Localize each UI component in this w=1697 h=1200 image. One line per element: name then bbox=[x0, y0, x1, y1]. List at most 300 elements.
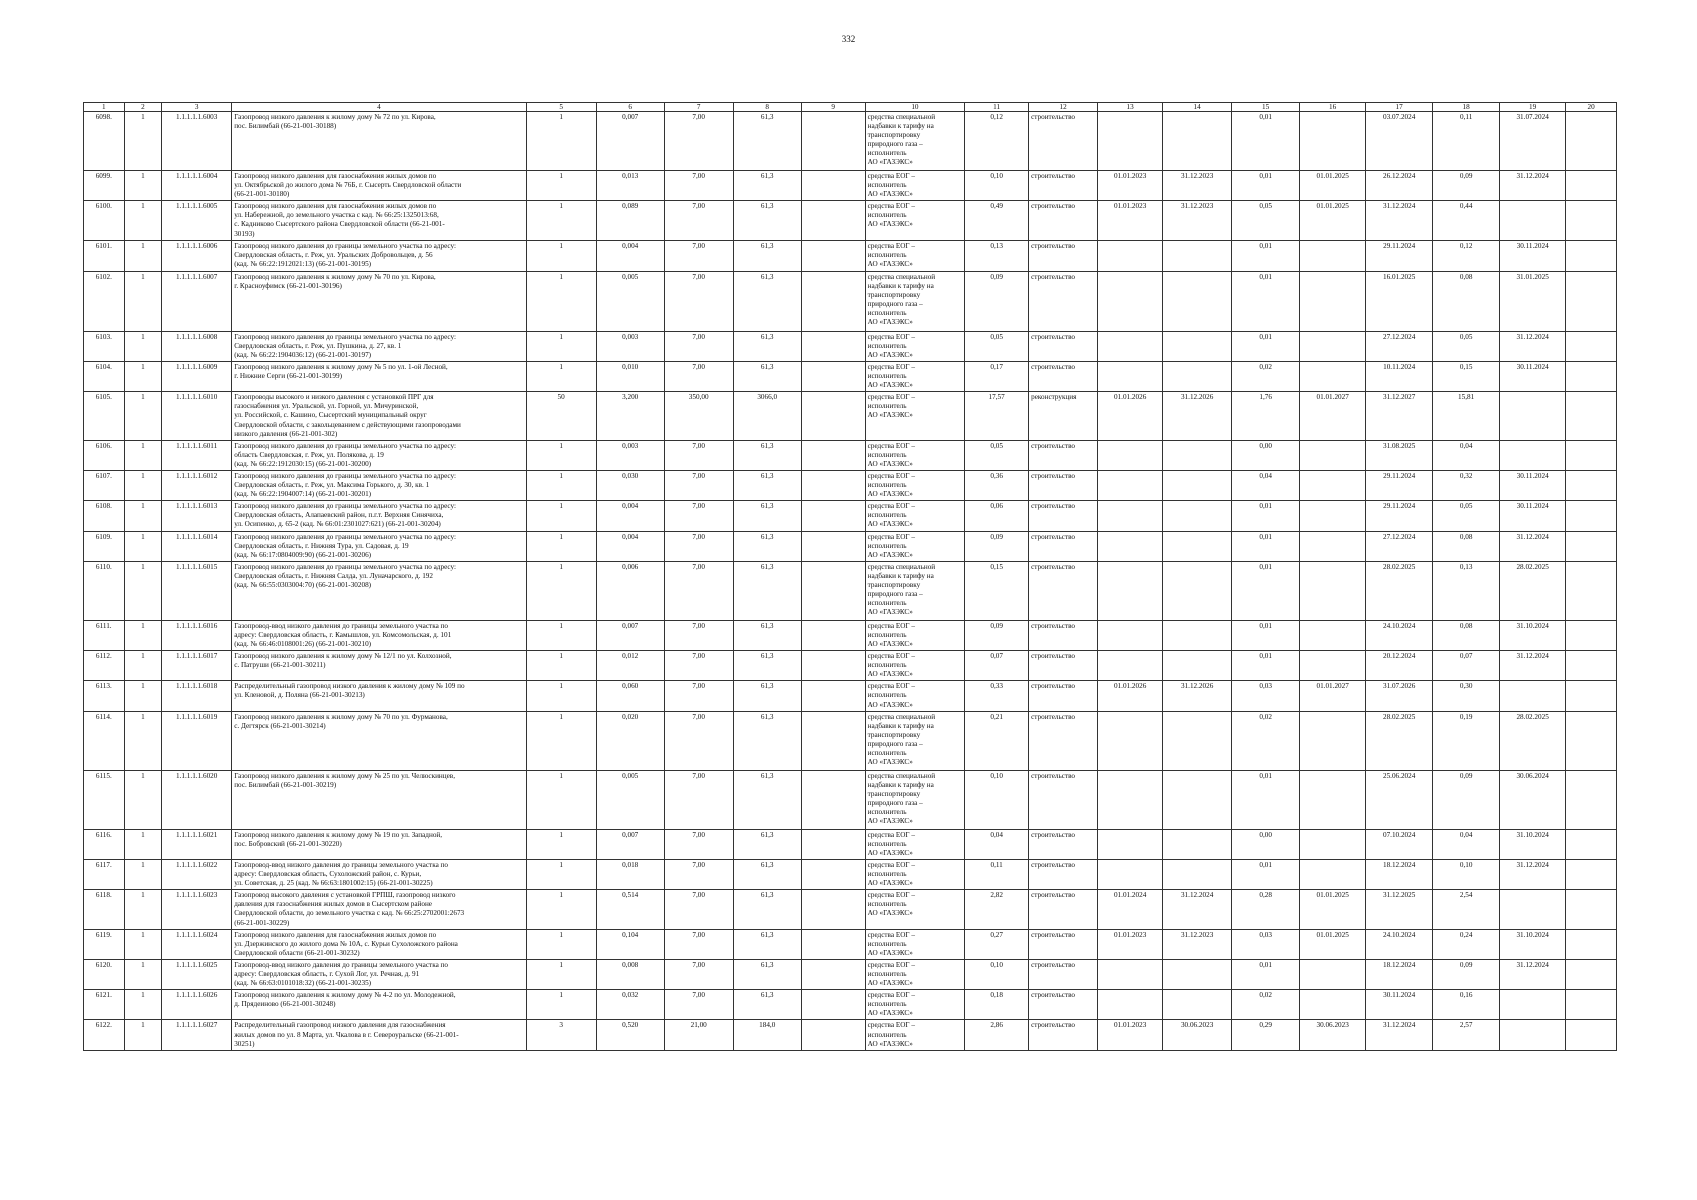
cell-col16: 01.01.2025 bbox=[1300, 929, 1366, 959]
cell-col8: 61,3 bbox=[733, 681, 801, 711]
cell-col11: 0,09 bbox=[965, 531, 1029, 561]
cell-col15: 0,01 bbox=[1232, 561, 1300, 620]
column-number-row bbox=[84, 103, 1617, 112]
completion-date: 31.10.2024 bbox=[1500, 620, 1566, 650]
cell-col8: 61,3 bbox=[733, 271, 801, 331]
commissioning-date: 18.12.2024 bbox=[1366, 959, 1433, 989]
end-date bbox=[1163, 440, 1232, 470]
cell-col2: 1 bbox=[124, 112, 162, 171]
object-code: 1.1.1.1.1.6003 bbox=[162, 112, 232, 171]
funding-source: средства ЕОГ – исполнитель АО «ГАЗЭКС» bbox=[865, 1020, 964, 1050]
end-date bbox=[1163, 240, 1232, 271]
cell-col6: 0,004 bbox=[596, 501, 664, 531]
table-row bbox=[84, 651, 1617, 681]
cell-col7: 7,00 bbox=[664, 829, 733, 859]
cell-col6: 0,004 bbox=[596, 531, 664, 561]
start-date bbox=[1098, 240, 1163, 271]
cell-col11: 0,21 bbox=[965, 711, 1029, 770]
start-date: 01.01.2023 bbox=[1098, 929, 1163, 959]
cell-col15: 0,01 bbox=[1232, 171, 1300, 201]
start-date bbox=[1098, 990, 1163, 1020]
cell-col9 bbox=[801, 959, 865, 989]
completion-date bbox=[1500, 990, 1566, 1020]
cell-col18: 0,04 bbox=[1433, 829, 1500, 859]
start-date bbox=[1098, 859, 1163, 889]
funding-source: средства специальной надбавки к тарифу на транспортировку природного газа – исполнитель АО «ГАЗЭКС» bbox=[865, 770, 964, 829]
work-type: строительство bbox=[1029, 171, 1098, 201]
cell-col20 bbox=[1566, 959, 1617, 989]
cell-col8: 3066,0 bbox=[733, 392, 801, 440]
object-code: 1.1.1.1.1.6015 bbox=[162, 561, 232, 620]
end-date bbox=[1163, 620, 1232, 650]
cell-col11: 0,27 bbox=[965, 929, 1029, 959]
start-date bbox=[1098, 829, 1163, 859]
cell-col20 bbox=[1566, 440, 1617, 470]
row-number: 6121. bbox=[84, 990, 125, 1020]
cell-col7: 350,00 bbox=[664, 392, 733, 440]
object-code: 1.1.1.1.1.6005 bbox=[162, 201, 232, 240]
cell-col18: 0,32 bbox=[1433, 470, 1500, 500]
cell-col8: 61,3 bbox=[733, 501, 801, 531]
cell-col11: 0,07 bbox=[965, 651, 1029, 681]
work-type: строительство bbox=[1029, 271, 1098, 331]
cell-col18: 15,81 bbox=[1433, 392, 1500, 440]
cell-col6: 0,007 bbox=[596, 829, 664, 859]
funding-source: средства ЕОГ – исполнитель АО «ГАЗЭКС» bbox=[865, 361, 964, 391]
cell-col20 bbox=[1566, 1020, 1617, 1050]
funding-source: средства ЕОГ – исполнитель АО «ГАЗЭКС» bbox=[865, 392, 964, 440]
cell-col11: 0,09 bbox=[965, 271, 1029, 331]
column-header-14: 14 bbox=[1163, 103, 1232, 112]
cell-col8: 61,3 bbox=[733, 112, 801, 171]
completion-date: 30.11.2024 bbox=[1500, 501, 1566, 531]
cell-col16: 01.01.2025 bbox=[1300, 201, 1366, 240]
cell-col5: 1 bbox=[526, 959, 596, 989]
cell-col15: 0,01 bbox=[1232, 240, 1300, 271]
cell-col5: 1 bbox=[526, 201, 596, 240]
cell-col9 bbox=[801, 112, 865, 171]
cell-col11: 0,17 bbox=[965, 361, 1029, 391]
cell-col9 bbox=[801, 990, 865, 1020]
object-code: 1.1.1.1.1.6020 bbox=[162, 770, 232, 829]
cell-col7: 7,00 bbox=[664, 271, 733, 331]
cell-col18: 0,04 bbox=[1433, 440, 1500, 470]
end-date: 31.12.2023 bbox=[1163, 171, 1232, 201]
object-description: Газопровод низкого давления до границы земельного участка по адресу: Свердловская область, г. Реж, ул. Пушкина, д. 27, кв. 1 (кад. № 66:22:1904036:12) (66-21-001-30197) bbox=[232, 331, 526, 361]
row-number: 6103. bbox=[84, 331, 125, 361]
cell-col7: 7,00 bbox=[664, 681, 733, 711]
column-header-3: 3 bbox=[162, 103, 232, 112]
commissioning-date: 07.10.2024 bbox=[1366, 829, 1433, 859]
end-date bbox=[1163, 859, 1232, 889]
object-code: 1.1.1.1.1.6007 bbox=[162, 271, 232, 331]
table-row bbox=[84, 990, 1617, 1020]
cell-col7: 7,00 bbox=[664, 770, 733, 829]
end-date bbox=[1163, 470, 1232, 500]
object-code: 1.1.1.1.1.6026 bbox=[162, 990, 232, 1020]
cell-col20 bbox=[1566, 770, 1617, 829]
cell-col15: 0,03 bbox=[1232, 681, 1300, 711]
cell-col11: 0,12 bbox=[965, 112, 1029, 171]
cell-col5: 1 bbox=[526, 470, 596, 500]
work-type: строительство bbox=[1029, 470, 1098, 500]
start-date bbox=[1098, 361, 1163, 391]
object-description: Газопровод низкого давления для газоснабжения жилых домов по ул. Дзержинского до жилого дома № 10А, с. Курьи Сухоложского района Свердловской области (66-21-001-30232) bbox=[232, 929, 526, 959]
funding-source: средства ЕОГ – исполнитель АО «ГАЗЭКС» bbox=[865, 331, 964, 361]
cell-col5: 1 bbox=[526, 890, 596, 929]
cell-col18: 0,08 bbox=[1433, 271, 1500, 331]
cell-col9 bbox=[801, 1020, 865, 1050]
start-date: 01.01.2023 bbox=[1098, 171, 1163, 201]
cell-col20 bbox=[1566, 561, 1617, 620]
cell-col18: 0,19 bbox=[1433, 711, 1500, 770]
start-date bbox=[1098, 271, 1163, 331]
table-header bbox=[84, 103, 1617, 112]
object-description: Газопровод низкого давления до границы земельного участка по адресу: область Свердловская, г. Реж, ул. Полякова, д. 19 (кад. № 66:22:1912030:15) (66-21-001-30200) bbox=[232, 440, 526, 470]
cell-col8: 61,3 bbox=[733, 171, 801, 201]
cell-col20 bbox=[1566, 620, 1617, 650]
completion-date: 30.06.2024 bbox=[1500, 770, 1566, 829]
completion-date: 31.01.2025 bbox=[1500, 271, 1566, 331]
row-number: 6106. bbox=[84, 440, 125, 470]
column-header-18: 18 bbox=[1433, 103, 1500, 112]
cell-col16 bbox=[1300, 240, 1366, 271]
cell-col5: 1 bbox=[526, 681, 596, 711]
cell-col20 bbox=[1566, 271, 1617, 331]
completion-date bbox=[1500, 201, 1566, 240]
cell-col11: 2,82 bbox=[965, 890, 1029, 929]
cell-col18: 0,24 bbox=[1433, 929, 1500, 959]
row-number: 6110. bbox=[84, 561, 125, 620]
commissioning-date: 28.02.2025 bbox=[1366, 711, 1433, 770]
cell-col18: 0,09 bbox=[1433, 770, 1500, 829]
cell-col6: 0,520 bbox=[596, 1020, 664, 1050]
cell-col15: 0,01 bbox=[1232, 501, 1300, 531]
object-description: Распределительный газопровод низкого давления для газоснабжения жилых домов по ул. 8 Марта, ул. Чкалова в г. Североуральске (66-21-001- 30251) bbox=[232, 1020, 526, 1050]
commissioning-date: 30.11.2024 bbox=[1366, 990, 1433, 1020]
completion-date: 31.10.2024 bbox=[1500, 929, 1566, 959]
cell-col20 bbox=[1566, 112, 1617, 171]
column-header-15: 15 bbox=[1232, 103, 1300, 112]
cell-col5: 1 bbox=[526, 271, 596, 331]
cell-col15: 0,01 bbox=[1232, 859, 1300, 889]
end-date bbox=[1163, 501, 1232, 531]
cell-col6: 0,032 bbox=[596, 990, 664, 1020]
cell-col20 bbox=[1566, 859, 1617, 889]
completion-date bbox=[1500, 1020, 1566, 1050]
completion-date bbox=[1500, 440, 1566, 470]
completion-date: 31.12.2024 bbox=[1500, 959, 1566, 989]
work-type: строительство bbox=[1029, 620, 1098, 650]
object-code: 1.1.1.1.1.6024 bbox=[162, 929, 232, 959]
row-number: 6115. bbox=[84, 770, 125, 829]
page-number: 332 bbox=[841, 34, 856, 44]
start-date bbox=[1098, 112, 1163, 171]
cell-col6: 0,005 bbox=[596, 770, 664, 829]
cell-col15: 0,00 bbox=[1232, 829, 1300, 859]
row-number: 6109. bbox=[84, 531, 125, 561]
cell-col16 bbox=[1300, 990, 1366, 1020]
cell-col9 bbox=[801, 829, 865, 859]
object-description: Газопровод низкого давления к жилому дому № 25 по ул. Челюскинцев, пос. Билимбай (66-21-001-30219) bbox=[232, 770, 526, 829]
cell-col8: 61,3 bbox=[733, 561, 801, 620]
cell-col15: 0,01 bbox=[1232, 959, 1300, 989]
funding-source: средства ЕОГ – исполнитель АО «ГАЗЭКС» bbox=[865, 240, 964, 271]
start-date: 01.01.2023 bbox=[1098, 1020, 1163, 1050]
table-row bbox=[84, 1020, 1617, 1050]
object-code: 1.1.1.1.1.6023 bbox=[162, 890, 232, 929]
cell-col6: 0,005 bbox=[596, 271, 664, 331]
commissioning-date: 31.12.2024 bbox=[1366, 201, 1433, 240]
cell-col11: 0,09 bbox=[965, 620, 1029, 650]
column-header-6: 6 bbox=[596, 103, 664, 112]
cell-col18: 0,08 bbox=[1433, 620, 1500, 650]
cell-col15: 0,01 bbox=[1232, 531, 1300, 561]
cell-col2: 1 bbox=[124, 271, 162, 331]
cell-col2: 1 bbox=[124, 531, 162, 561]
cell-col20 bbox=[1566, 929, 1617, 959]
object-code: 1.1.1.1.1.6027 bbox=[162, 1020, 232, 1050]
cell-col18: 2,54 bbox=[1433, 890, 1500, 929]
work-type: строительство bbox=[1029, 240, 1098, 271]
cell-col18: 0,13 bbox=[1433, 561, 1500, 620]
cell-col18: 0,09 bbox=[1433, 959, 1500, 989]
cell-col8: 61,3 bbox=[733, 859, 801, 889]
end-date bbox=[1163, 112, 1232, 171]
end-date bbox=[1163, 829, 1232, 859]
cell-col5: 1 bbox=[526, 501, 596, 531]
cell-col11: 0,18 bbox=[965, 990, 1029, 1020]
cell-col2: 1 bbox=[124, 681, 162, 711]
object-code: 1.1.1.1.1.6021 bbox=[162, 829, 232, 859]
cell-col8: 61,3 bbox=[733, 361, 801, 391]
row-number: 6099. bbox=[84, 171, 125, 201]
cell-col6: 0,060 bbox=[596, 681, 664, 711]
commissioning-date: 31.07.2026 bbox=[1366, 681, 1433, 711]
column-header-13: 13 bbox=[1098, 103, 1163, 112]
table-body bbox=[84, 112, 1617, 1051]
column-header-16: 16 bbox=[1300, 103, 1366, 112]
end-date bbox=[1163, 651, 1232, 681]
cell-col7: 7,00 bbox=[664, 470, 733, 500]
cell-col9 bbox=[801, 392, 865, 440]
cell-col8: 61,3 bbox=[733, 829, 801, 859]
commissioning-date: 24.10.2024 bbox=[1366, 929, 1433, 959]
table-row bbox=[84, 531, 1617, 561]
cell-col5: 1 bbox=[526, 561, 596, 620]
completion-date bbox=[1500, 681, 1566, 711]
object-code: 1.1.1.1.1.6022 bbox=[162, 859, 232, 889]
cell-col9 bbox=[801, 201, 865, 240]
object-description: Газопровод низкого давления к жилому дому № 12/1 по ул. Колхозной, с. Патруши (66-21-001-30211) bbox=[232, 651, 526, 681]
cell-col9 bbox=[801, 770, 865, 829]
object-code: 1.1.1.1.1.6010 bbox=[162, 392, 232, 440]
completion-date: 31.12.2024 bbox=[1500, 859, 1566, 889]
table-row bbox=[84, 959, 1617, 989]
cell-col9 bbox=[801, 929, 865, 959]
cell-col16 bbox=[1300, 711, 1366, 770]
cell-col7: 7,00 bbox=[664, 331, 733, 361]
completion-date: 31.07.2024 bbox=[1500, 112, 1566, 171]
row-number: 6117. bbox=[84, 859, 125, 889]
cell-col2: 1 bbox=[124, 959, 162, 989]
table-row bbox=[84, 681, 1617, 711]
cell-col20 bbox=[1566, 331, 1617, 361]
table-row bbox=[84, 240, 1617, 271]
cell-col18: 0,12 bbox=[1433, 240, 1500, 271]
work-type: строительство bbox=[1029, 829, 1098, 859]
row-number: 6105. bbox=[84, 392, 125, 440]
cell-col7: 7,00 bbox=[664, 959, 733, 989]
funding-source: средства ЕОГ – исполнитель АО «ГАЗЭКС» bbox=[865, 440, 964, 470]
column-header-11: 11 bbox=[965, 103, 1029, 112]
column-header-19: 19 bbox=[1500, 103, 1566, 112]
start-date bbox=[1098, 959, 1163, 989]
cell-col20 bbox=[1566, 470, 1617, 500]
cell-col6: 0,089 bbox=[596, 201, 664, 240]
commissioning-date: 31.12.2024 bbox=[1366, 1020, 1433, 1050]
table-row bbox=[84, 859, 1617, 889]
row-number: 6098. bbox=[84, 112, 125, 171]
cell-col20 bbox=[1566, 171, 1617, 201]
object-description: Газопровод низкого давления к жилому дому № 5 по ул. 1-ой Лесной, г. Нижние Серги (66-21-001-30199) bbox=[232, 361, 526, 391]
cell-col2: 1 bbox=[124, 929, 162, 959]
cell-col6: 0,514 bbox=[596, 890, 664, 929]
cell-col2: 1 bbox=[124, 1020, 162, 1050]
cell-col20 bbox=[1566, 829, 1617, 859]
cell-col15: 0,05 bbox=[1232, 201, 1300, 240]
cell-col8: 61,3 bbox=[733, 770, 801, 829]
cell-col6: 0,006 bbox=[596, 561, 664, 620]
end-date: 31.12.2026 bbox=[1163, 681, 1232, 711]
commissioning-date: 27.12.2024 bbox=[1366, 331, 1433, 361]
work-type: строительство bbox=[1029, 890, 1098, 929]
cell-col8: 61,3 bbox=[733, 531, 801, 561]
cell-col2: 1 bbox=[124, 990, 162, 1020]
cell-col11: 0,10 bbox=[965, 171, 1029, 201]
cell-col20 bbox=[1566, 711, 1617, 770]
cell-col18: 0,30 bbox=[1433, 681, 1500, 711]
table-row bbox=[84, 201, 1617, 240]
cell-col5: 1 bbox=[526, 929, 596, 959]
cell-col5: 1 bbox=[526, 440, 596, 470]
cell-col15: 0,01 bbox=[1232, 112, 1300, 171]
cell-col6: 0,030 bbox=[596, 470, 664, 500]
row-number: 6100. bbox=[84, 201, 125, 240]
start-date: 01.01.2026 bbox=[1098, 681, 1163, 711]
table-row bbox=[84, 711, 1617, 770]
column-header-9: 9 bbox=[801, 103, 865, 112]
cell-col11: 2,86 bbox=[965, 1020, 1029, 1050]
start-date: 01.01.2023 bbox=[1098, 201, 1163, 240]
cell-col7: 7,00 bbox=[664, 440, 733, 470]
cell-col18: 0,44 bbox=[1433, 201, 1500, 240]
cell-col16 bbox=[1300, 620, 1366, 650]
cell-col18: 0,05 bbox=[1433, 501, 1500, 531]
cell-col20 bbox=[1566, 240, 1617, 271]
end-date bbox=[1163, 770, 1232, 829]
object-code: 1.1.1.1.1.6013 bbox=[162, 501, 232, 531]
cell-col16 bbox=[1300, 112, 1366, 171]
cell-col20 bbox=[1566, 201, 1617, 240]
start-date bbox=[1098, 331, 1163, 361]
cell-col5: 1 bbox=[526, 171, 596, 201]
object-code: 1.1.1.1.1.6014 bbox=[162, 531, 232, 561]
cell-col16 bbox=[1300, 829, 1366, 859]
cell-col18: 0,07 bbox=[1433, 651, 1500, 681]
cell-col18: 0,15 bbox=[1433, 361, 1500, 391]
cell-col16: 30.06.2023 bbox=[1300, 1020, 1366, 1050]
work-type: строительство bbox=[1029, 929, 1098, 959]
end-date bbox=[1163, 711, 1232, 770]
row-number: 6119. bbox=[84, 929, 125, 959]
completion-date: 28.02.2025 bbox=[1500, 711, 1566, 770]
cell-col7: 7,00 bbox=[664, 859, 733, 889]
cell-col2: 1 bbox=[124, 890, 162, 929]
work-type: строительство bbox=[1029, 859, 1098, 889]
cell-col2: 1 bbox=[124, 470, 162, 500]
cell-col7: 7,00 bbox=[664, 929, 733, 959]
object-description: Распределительный газопровод низкого давления к жилому дому № 109 по ул. Кленовой, д. Поляна (66-21-001-30213) bbox=[232, 681, 526, 711]
cell-col6: 0,003 bbox=[596, 331, 664, 361]
end-date bbox=[1163, 531, 1232, 561]
object-code: 1.1.1.1.1.6017 bbox=[162, 651, 232, 681]
cell-col6: 0,008 bbox=[596, 959, 664, 989]
cell-col9 bbox=[801, 361, 865, 391]
cell-col16 bbox=[1300, 859, 1366, 889]
start-date bbox=[1098, 501, 1163, 531]
funding-source: средства ЕОГ – исполнитель АО «ГАЗЭКС» bbox=[865, 959, 964, 989]
cell-col6: 0,003 bbox=[596, 440, 664, 470]
table-row bbox=[84, 392, 1617, 440]
cell-col2: 1 bbox=[124, 171, 162, 201]
funding-source: средства ЕОГ – исполнитель АО «ГАЗЭКС» bbox=[865, 501, 964, 531]
object-description: Газопровод низкого давления до границы земельного участка по адресу: Свердловская область, г. Нижняя Салда, ул. Луначарского, д. 192 (кад. № 66:55:0303004:70) (66-21-001-30208) bbox=[232, 561, 526, 620]
cell-col9 bbox=[801, 681, 865, 711]
cell-col7: 7,00 bbox=[664, 240, 733, 271]
object-description: Газопровод низкого давления к жилому дому № 4-2 по ул. Молодежной, д. Прядеиново (66-21-001-30248) bbox=[232, 990, 526, 1020]
cell-col6: 0,104 bbox=[596, 929, 664, 959]
cell-col16: 01.01.2025 bbox=[1300, 171, 1366, 201]
cell-col8: 61,3 bbox=[733, 470, 801, 500]
cell-col16: 01.01.2025 bbox=[1300, 890, 1366, 929]
cell-col8: 61,3 bbox=[733, 331, 801, 361]
commissioning-date: 28.02.2025 bbox=[1366, 561, 1433, 620]
work-type: строительство bbox=[1029, 440, 1098, 470]
funding-source: средства ЕОГ – исполнитель АО «ГАЗЭКС» bbox=[865, 681, 964, 711]
cell-col5: 1 bbox=[526, 331, 596, 361]
cell-col2: 1 bbox=[124, 829, 162, 859]
commissioning-date: 27.12.2024 bbox=[1366, 531, 1433, 561]
end-date: 31.12.2026 bbox=[1163, 392, 1232, 440]
end-date: 31.12.2024 bbox=[1163, 890, 1232, 929]
completion-date: 31.12.2024 bbox=[1500, 651, 1566, 681]
object-code: 1.1.1.1.1.6009 bbox=[162, 361, 232, 391]
cell-col18: 0,08 bbox=[1433, 531, 1500, 561]
completion-date: 31.10.2024 bbox=[1500, 829, 1566, 859]
table-row bbox=[84, 361, 1617, 391]
column-header-4: 4 bbox=[232, 103, 526, 112]
funding-source: средства ЕОГ – исполнитель АО «ГАЗЭКС» bbox=[865, 171, 964, 201]
cell-col8: 61,3 bbox=[733, 990, 801, 1020]
object-description: Газопровод низкого давления для газоснабжения жилых домов по ул. Набережной, до земельного участка с кад. № 66:25:1325013:68, с. Кадниково Сысертского района Свердловской области (66-21-001- 30193) bbox=[232, 201, 526, 240]
object-code: 1.1.1.1.1.6008 bbox=[162, 331, 232, 361]
work-type: строительство bbox=[1029, 201, 1098, 240]
commissioning-date: 03.07.2024 bbox=[1366, 112, 1433, 171]
object-description: Газопровод-ввод низкого давления до границы земельного участка по адресу: Свердловская область, г. Сухой Лог, ул. Речная, д. 91 (кад. № 66:63:0101018:32) (66-21-001-30235) bbox=[232, 959, 526, 989]
cell-col9 bbox=[801, 651, 865, 681]
cell-col18: 0,16 bbox=[1433, 990, 1500, 1020]
